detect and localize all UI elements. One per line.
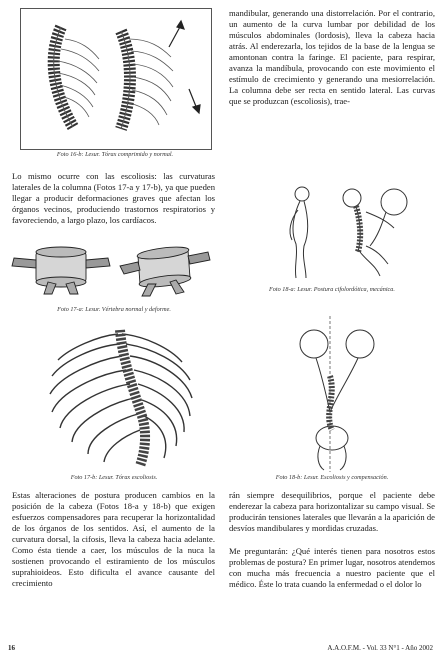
caption-17a: Foto 17-a: Lesur. Vértebra normal y deforme.	[57, 306, 171, 313]
figure-18a	[236, 180, 432, 280]
paragraph-scoliosis: Lo mismo ocurre con las escoliosis: las curvaturas laterales de la columna (Fotos 17-a y 17-b), ya que pueden llegar a producir deformaciones graves que afectan los órganos vecinos, produciendo trastornos respiratorios y favoreciendo, a largo plazo, los cardíacos.	[12, 171, 215, 226]
figure-17a	[8, 238, 214, 300]
figure-17b	[40, 326, 200, 468]
paragraph-posture-changes: Estas alteraciones de postura producen cambios en la posición de la cabeza (Fotos 18-a y 18-b) que exigen esfuerzos compensadores para recuperar la horizontalidad de los órganos de los sentidos. Así, el aumento de la curvatura dorsal, la cifosis, lleva la cabeza hacia adelante. Como ésta tiende a caer, los músculos de la nuca la sostienen provocando el estiramiento de los músculos suprahioideos. Esto dificulta el avance causante del crecimiento	[12, 490, 215, 589]
compensation-illustration	[280, 316, 390, 472]
page-number: 16	[8, 644, 15, 652]
caption-17b: Foto 17-b: Lesur. Tórax escoliosis.	[70, 474, 158, 481]
figure-18b	[280, 316, 390, 472]
spine-illustration	[21, 9, 211, 149]
paragraph-interest: Me preguntarán: ¿Qué interés tienen para nosotros estos problemas de postura? En primer lugar, nosotros atendemos con mucha más frecuencia a nuestro paciente que el médico. Éste lo trata cuando la enfermedad o el dolor lo	[229, 546, 435, 590]
caption-18a: Foto 18-a: Lesur. Postura cifolordótica, mecánica.	[269, 286, 395, 293]
figure-16b	[20, 8, 212, 150]
paragraph-imbalances: rán siempre desequilibrios, porque el paciente debe enderezar la cabeza para horizontalizar su campo visual. Se producirán tensiones laterales que llevarán a la aparición de desvíos mandibulares y mordidas cruzadas.	[229, 490, 435, 534]
caption-18b: Foto 18-b: Lesur. Escoliosis y compensación.	[275, 474, 389, 481]
posture-illustration	[236, 180, 432, 280]
vertebrae-illustration	[8, 238, 214, 300]
journal-reference: A.A.O.F.M. - Vol. 33 N°1 - Año 2002	[327, 644, 433, 652]
thorax-scoliosis-illustration	[40, 326, 200, 468]
paragraph-lordosis: mandibular, generando una distorrelación. Por el contrario, un aumento de la curva lumbar por debilidad de los músculos abdominales (lordosis), lleva la cabeza hacia atrás. Al enderezarla, los tejidos de la base de la lengua se amontonan contra la faringe. El paciente, para respirar, avanza la mandíbula, provocando con este movimiento el estímulo de crecimiento y generando una mesiorrelación. La columna debe ser recta en sentido lateral. Las curvas que se produzcan (escoliosis), trae-	[229, 8, 435, 107]
caption-16b: Foto 16-b: Lesur. Tórax comprimido y normal.	[56, 151, 174, 158]
